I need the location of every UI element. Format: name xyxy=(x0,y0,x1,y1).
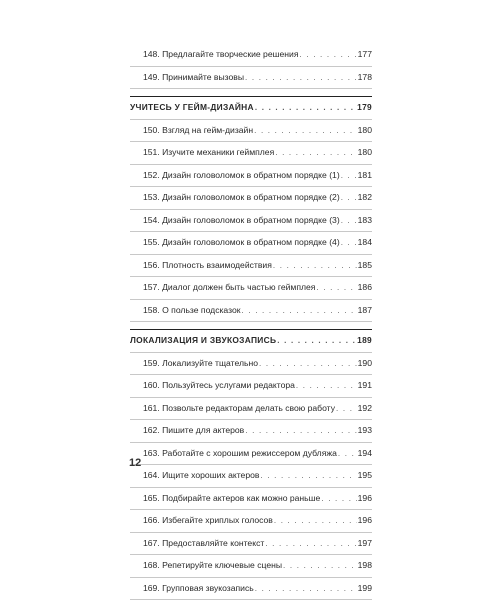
toc-entry-page: 193 xyxy=(358,420,372,442)
toc-entry-page: 186 xyxy=(358,277,372,299)
toc-entry xyxy=(130,255,372,278)
toc-entry-page: 187 xyxy=(358,300,372,322)
section-page: 189 xyxy=(357,330,372,352)
toc-entry xyxy=(130,67,372,90)
toc-entry-title: 152. Дизайн головоломок в обратном порядке (1) xyxy=(143,165,340,187)
toc-entry-title: 161. Позвольте редакторам делать свою работу xyxy=(143,398,335,420)
toc-entry-title: 155. Дизайн головоломок в обратном порядке (4) xyxy=(143,232,340,254)
leader-dots xyxy=(245,67,357,89)
toc-entry-title: 164. Ищите хороших актеров xyxy=(143,465,259,487)
toc-entry-title: 166. Избегайте хриплых голосов xyxy=(143,510,273,532)
toc-entry-page: 180 xyxy=(358,120,372,142)
toc-entry xyxy=(130,510,372,533)
toc-section-heading xyxy=(130,97,372,120)
leader-dots xyxy=(265,533,356,555)
leader-dots xyxy=(316,277,356,299)
leader-dots xyxy=(341,232,357,254)
toc-entry-title: 153. Дизайн головоломок в обратном порядке (2) xyxy=(143,187,340,209)
toc-entry xyxy=(130,398,372,421)
toc-entry xyxy=(130,353,372,376)
toc-entry xyxy=(130,465,372,488)
toc-entry xyxy=(130,277,372,300)
toc-entry xyxy=(130,443,372,466)
toc-entry xyxy=(130,578,372,600)
toc-entry-page: 180 xyxy=(358,142,372,164)
leader-dots xyxy=(245,420,356,442)
toc-entry xyxy=(130,300,372,323)
toc-entry-page: 181 xyxy=(358,165,372,187)
table-of-contents xyxy=(130,44,372,600)
leader-dots xyxy=(300,44,357,66)
toc-entry xyxy=(130,210,372,233)
toc-entry xyxy=(130,232,372,255)
toc-entry-page: 196 xyxy=(358,488,372,510)
section-page: 179 xyxy=(357,97,372,119)
toc-entry xyxy=(130,488,372,511)
toc-entry-title: 149. Принимайте вызовы xyxy=(143,67,244,89)
toc-entry-page: 197 xyxy=(358,533,372,555)
toc-entry-page: 183 xyxy=(358,210,372,232)
section-title: УЧИТЕСЬ У ГЕЙМ-ДИЗАЙНА xyxy=(130,97,254,119)
toc-entry xyxy=(130,44,372,67)
leader-dots xyxy=(336,398,357,420)
toc-entry-title: 148. Предлагайте творческие решения xyxy=(143,44,299,66)
leader-dots xyxy=(341,165,357,187)
leader-dots xyxy=(341,187,357,209)
leader-dots xyxy=(242,300,357,322)
page-number: 12 xyxy=(129,457,141,469)
toc-entry xyxy=(130,165,372,188)
toc-entry xyxy=(130,187,372,210)
toc-entry-page: 184 xyxy=(358,232,372,254)
toc-entry-title: 158. О пользе подсказок xyxy=(143,300,241,322)
toc-entry-title: 157. Диалог должен быть частью геймплея xyxy=(143,277,315,299)
leader-dots xyxy=(259,353,357,375)
toc-entry-title: 165. Подбирайте актеров как можно раньше xyxy=(143,488,320,510)
toc-entry-page: 185 xyxy=(358,255,372,277)
toc-entry-page: 192 xyxy=(358,398,372,420)
toc-entry-title: 156. Плотность взаимодействия xyxy=(143,255,272,277)
toc-entry-title: 159. Локализуйте тщательно xyxy=(143,353,258,375)
toc-entry-title: 151. Изучите механики геймплея xyxy=(143,142,274,164)
toc-entry xyxy=(130,420,372,443)
toc-entry-title: 167. Предоставляйте контекст xyxy=(143,533,264,555)
toc-entry xyxy=(130,375,372,398)
toc-entry-page: 182 xyxy=(358,187,372,209)
toc-entry-page: 178 xyxy=(358,67,372,89)
leader-dots xyxy=(296,375,357,397)
toc-entry xyxy=(130,533,372,556)
toc-entry-page: 177 xyxy=(358,44,372,66)
toc-entry-title: 168. Репетируйте ключевые сцены xyxy=(143,555,282,577)
leader-dots xyxy=(254,120,357,142)
toc-entry-title: 169. Групповая звукозапись xyxy=(143,578,254,600)
toc-entry-page: 194 xyxy=(358,443,372,465)
toc-entry-title: 160. Пользуйтесь услугами редактора xyxy=(143,375,295,397)
toc-entry xyxy=(130,142,372,165)
leader-dots xyxy=(275,142,356,164)
leader-dots xyxy=(277,330,356,352)
leader-dots xyxy=(255,578,357,600)
toc-entry-title: 163. Работайте с хорошим режиссером дубляжа xyxy=(143,443,337,465)
leader-dots xyxy=(274,510,357,532)
toc-entry xyxy=(130,120,372,143)
leader-dots xyxy=(260,465,356,487)
toc-entry-page: 196 xyxy=(358,510,372,532)
leader-dots xyxy=(283,555,357,577)
section-divider xyxy=(130,89,372,97)
leader-dots xyxy=(338,443,357,465)
toc-entry-title: 150. Взгляд на гейм-дизайн xyxy=(143,120,253,142)
toc-entry-page: 191 xyxy=(358,375,372,397)
toc-entry-page: 199 xyxy=(358,578,372,600)
leader-dots xyxy=(341,210,357,232)
toc-entry-title: 162. Пишите для актеров xyxy=(143,420,244,442)
leader-dots xyxy=(273,255,357,277)
section-title: ЛОКАЛИЗАЦИЯ И ЗВУКОЗАПИСЬ xyxy=(130,330,276,352)
leader-dots xyxy=(321,488,356,510)
section-divider xyxy=(130,322,372,330)
toc-section-heading xyxy=(130,330,372,353)
toc-entry-page: 190 xyxy=(358,353,372,375)
toc-entry-page: 195 xyxy=(358,465,372,487)
toc-entry-page: 198 xyxy=(358,555,372,577)
leader-dots xyxy=(255,97,356,119)
toc-entry xyxy=(130,555,372,578)
toc-entry-title: 154. Дизайн головоломок в обратном порядке (3) xyxy=(143,210,340,232)
